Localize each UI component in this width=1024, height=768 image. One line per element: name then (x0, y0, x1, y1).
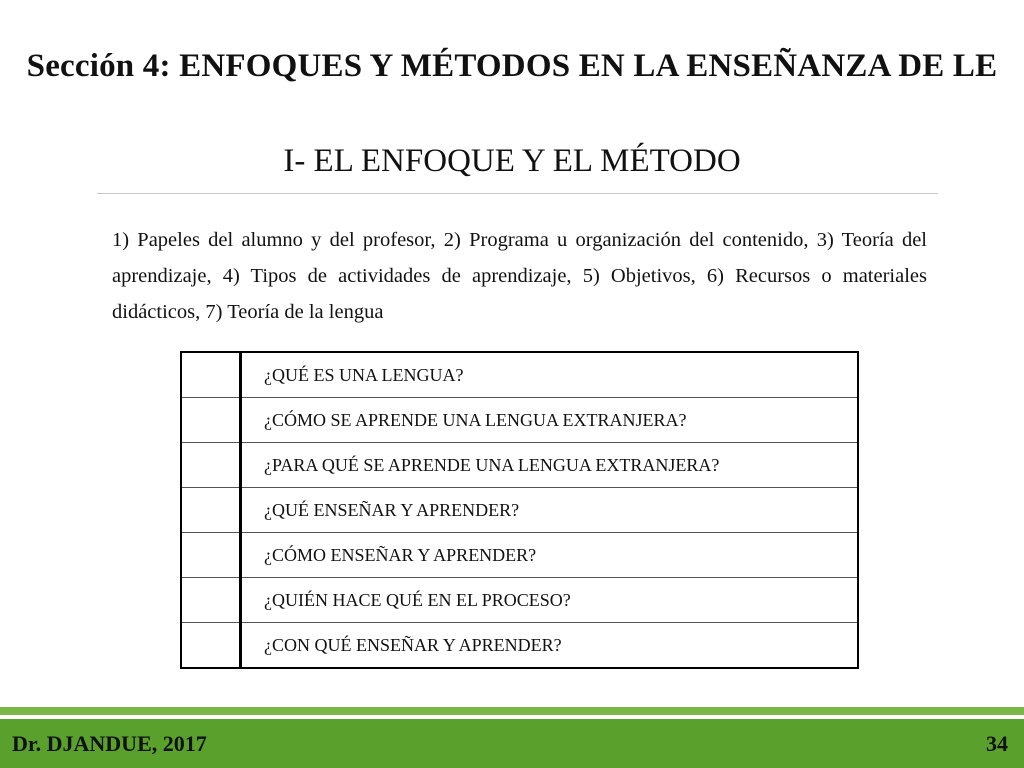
empty-box-cell (181, 398, 241, 443)
table-row (181, 352, 858, 398)
empty-box-cell (181, 623, 241, 669)
components-paragraph: 1) Papeles del alumno y del profesor, 2) Programa u organización del contenido, 3) Teoría del aprendizaje, 4) Tipos de actividades de aprendizaje, 5) Objetivos, 6) Recursos o materiales didácticos, 7) Teoría de la lengua (112, 229, 927, 323)
empty-box-cell (181, 352, 241, 398)
question-cell: ¿QUÉ ES UNA LENGUA? (241, 352, 859, 398)
empty-box-cell (181, 533, 241, 578)
table-row (181, 398, 858, 443)
slide-title: Sección 4: ENFOQUES Y MÉTODOS EN LA ENSEÑANZA DE LE (26, 48, 998, 84)
table-row (181, 443, 858, 488)
questions-table (180, 351, 859, 669)
table-row (181, 533, 858, 578)
question-cell: ¿CÓMO SE APRENDE UNA LENGUA EXTRANJERA? (241, 398, 859, 443)
question-cell: ¿PARA QUÉ SE APRENDE UNA LENGUA EXTRANJERA? (241, 443, 859, 488)
empty-box-cell (181, 578, 241, 623)
footer-author: Dr. DJANDUE, 2017 (12, 731, 207, 756)
footer-bar (0, 719, 1024, 768)
table-row (181, 623, 858, 669)
question-cell: ¿CON QUÉ ENSEÑAR Y APRENDER? (241, 623, 859, 669)
empty-box-cell (181, 488, 241, 533)
divider-line (97, 193, 938, 194)
slide-subtitle: I- EL ENFOQUE Y EL MÉTODO (283, 143, 741, 179)
table-row (181, 578, 858, 623)
footer-stripe (0, 707, 1024, 715)
table-row (181, 488, 858, 533)
question-cell: ¿CÓMO ENSEÑAR Y APRENDER? (241, 533, 859, 578)
question-cell: ¿QUIÉN HACE QUÉ EN EL PROCESO? (241, 578, 859, 623)
question-cell: ¿QUÉ ENSEÑAR Y APRENDER? (241, 488, 859, 533)
empty-box-cell (181, 443, 241, 488)
page-number: 34 (986, 731, 1008, 756)
